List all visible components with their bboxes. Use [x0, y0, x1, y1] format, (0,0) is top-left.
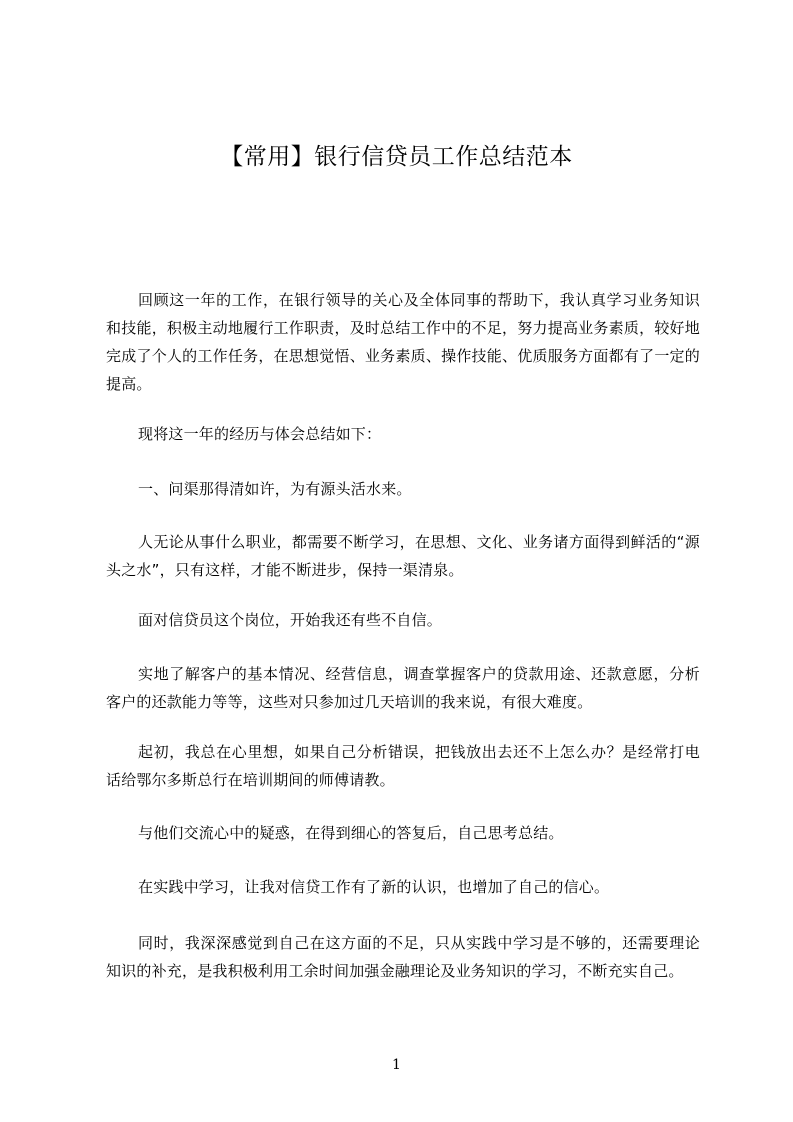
paragraph-confidence: 面对信贷员这个岗位，开始我还有些不自信。	[138, 611, 443, 629]
paragraph-practice-learning: 在实践中学习，让我对信贷工作有了新的认识，也增加了自己的信心。	[138, 878, 610, 896]
paragraph-initial-worries: 起初，我总在心里想，如果自己分析错误，把钱放出去还不上怎么办？是经常打电话给鄂尔多斯总行在培训期间的师傅请教。	[106, 743, 700, 789]
paragraph-self-improvement: 同时，我深深感觉到自己在这方面的不足，只从实践中学习是不够的，还需要理论知识的补充，是我积极利用工余时间加强金融理论及业务知识的学习，不断充实自己。	[106, 934, 700, 980]
paragraph-communication: 与他们交流心中的疑惑，在得到细心的答复后，自己思考总结。	[138, 824, 564, 842]
paragraph-learning: 人无论从事什么职业，都需要不断学习，在思想、文化、业务诸方面得到鲜活的“源头之水”，只有这样，才能不断进步，保持一渠清泉。	[106, 533, 700, 579]
document-title: 【常用】银行信贷员工作总结范本	[220, 144, 573, 170]
paragraph-summary-intro: 现将这一年的经历与体会总结如下：	[138, 425, 382, 443]
page-number: 1	[392, 1057, 401, 1073]
paragraph-section-one-heading: 一、问渠那得清如许，为有源头活水来。	[138, 480, 412, 498]
paragraph-review: 回顾这一年的工作，在银行领导的关心及全体同事的帮助下，我认真学习业务知识和技能，积极主动地履行工作职责，及时总结工作中的不足，努力提高业务素质，较好地完成了个人的工作任务，在思想觉悟、业务素质、操作技能、优质服务方面都有了一定的提高。	[106, 291, 700, 393]
paragraph-customer-analysis: 实地了解客户的基本情况、经营信息，调查掌握客户的贷款用途、还款意愿，分析客户的还款能力等等，这些对只参加过几天培训的我来说，有很大难度。	[106, 665, 700, 711]
